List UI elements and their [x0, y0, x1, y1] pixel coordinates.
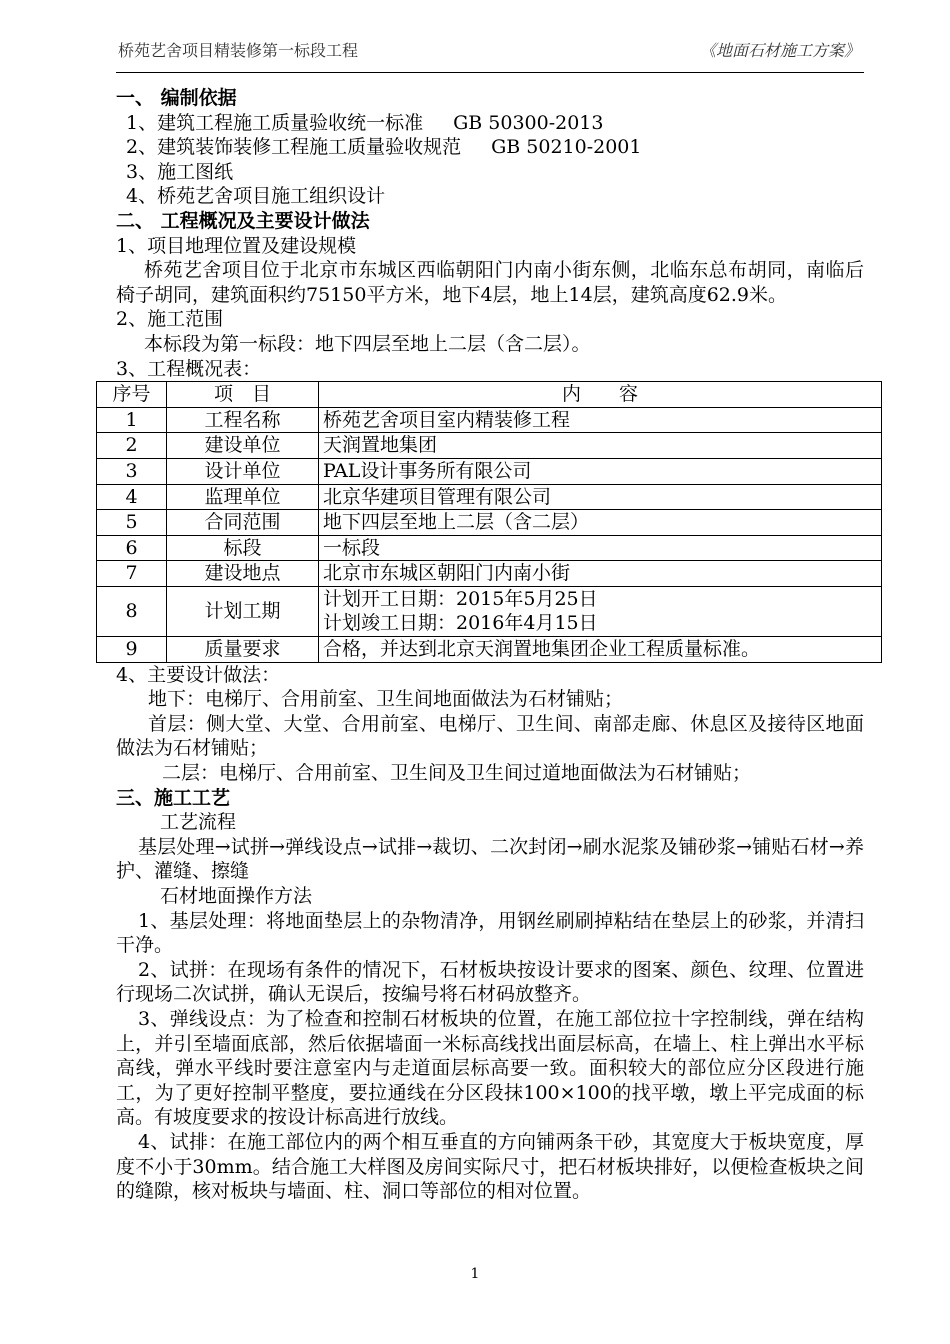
table-row — [97, 561, 882, 587]
row-item: 标段 — [167, 535, 319, 561]
design-item-ground-floor: 首层：侧大堂、大堂、合用前室、电梯厅、卫生间、南部走廊、休息区及接待区地面做法为石材铺贴； — [116, 712, 864, 760]
table-header-row — [97, 382, 882, 408]
row-item: 建设单位 — [167, 433, 319, 459]
row-content: 桥苑艺舍项目室内精装修工程 — [319, 407, 882, 433]
row-item: 建设地点 — [167, 561, 319, 587]
row-number: 7 — [97, 561, 167, 587]
row-number: 8 — [97, 586, 167, 636]
subsection-design-title: 4、主要设计做法： — [116, 663, 281, 686]
location-paragraph: 桥苑艺舍项目位于北京市东城区西临朝阳门内南小街东侧，北临东总布胡同，南临后椅子胡同，建筑面积约75150平方米，地下4层，地上14层，建筑高度62.9米。 — [116, 259, 864, 306]
standard-code: GB 50300-2013 — [453, 111, 604, 134]
project-overview-table — [96, 381, 882, 663]
row-content: 北京市东城区朝阳门内南小街 — [319, 561, 882, 587]
design-item-basement: 地下：电梯厅、合用前室、卫生间地面做法为石材铺贴； — [148, 688, 624, 711]
process-flow-text: 基层处理→试拼→弹线设点→试排→裁切、二次封闭→刷水泥浆及铺砂浆→铺贴石材→养护、灌缝、擦缝 — [116, 835, 864, 883]
operation-method-title: 石材地面操作方法 — [160, 885, 313, 907]
row-number: 1 — [97, 407, 167, 433]
row-item: 工程名称 — [167, 407, 319, 433]
table-row — [97, 510, 882, 536]
row-content: 天润置地集团 — [319, 433, 882, 459]
scope-paragraph: 本标段为第一标段：地下四层至地上二层（含二层）。 — [144, 332, 591, 355]
row-number: 3 — [97, 458, 167, 484]
header-rule — [116, 72, 864, 73]
design-item-second-floor: 二层：电梯厅、合用前室、卫生间及卫生间过道地面做法为石材铺贴； — [162, 762, 752, 785]
step-trial-layout: 2、试拼：在现场有条件的情况下，石材板块按设计要求的图案、颜色、纹理、位置进行现场二次试拼，确认无误后，按编号将石材码放整齐。 — [116, 958, 864, 1006]
table-row — [97, 484, 882, 510]
row-number: 6 — [97, 535, 167, 561]
subsection-scope-title: 2、施工范围 — [116, 308, 224, 331]
row-item: 合同范围 — [167, 510, 319, 536]
planned-start-date: 计划开工日期：2015年5月25日 — [323, 587, 598, 610]
planned-end-date: 计划竣工日期：2016年4月15日 — [323, 612, 598, 635]
row-item: 计划工期 — [167, 586, 319, 636]
column-header: 内 容 — [319, 382, 882, 408]
table-row — [97, 586, 882, 636]
row-content: 一标段 — [319, 535, 882, 561]
row-content — [319, 586, 882, 636]
process-flow-title: 工艺流程 — [160, 811, 237, 834]
table-row — [97, 458, 882, 484]
step-line-marking: 3、弹线设点：为了检查和控制石材板块的位置，在施工部位拉十字控制线，弹在结构上，并引至墙面底部，然后依据墙面一米标高线找出面层标高，在墙上、柱上弹出水平标高线，弹水平线时要注意室内与走道面层标高要一致。面积较大的部位应分区段进行施工，为了更好控制平整度，要拉通线在分区段抹100×100的找平墩，墩上平完成面的标高。有坡度要求的按设计标高进行放线。 — [116, 1007, 864, 1129]
column-header: 项 目 — [167, 382, 319, 408]
standard-code: GB 50210-2001 — [491, 136, 642, 159]
row-number: 2 — [97, 433, 167, 459]
table-row — [97, 535, 882, 561]
row-item: 设计单位 — [167, 458, 319, 484]
row-content: 地下四层至地上二层（含二层） — [319, 510, 882, 536]
document-body — [112, 86, 864, 1204]
header-doc-title: 《地面石材施工方案》 — [699, 41, 860, 60]
row-content: 合格，并达到北京天润置地集团企业工程质量标准。 — [319, 637, 882, 663]
row-number: 4 — [97, 484, 167, 510]
section-2-title: 二、 工程概况及主要设计做法 — [116, 209, 370, 232]
step-trial-arrangement: 4、试排：在施工部位内的两个相互垂直的方向铺两条干砂，其宽度大于板块宽度，厚度不小于30mm。结合施工大样图及房间实际尺寸，把石材板块排好，以便检查板块之间的缝隙，核对板块与墙面、柱、洞口等部位的相对位置。 — [116, 1130, 864, 1203]
row-item: 监理单位 — [167, 484, 319, 510]
step-base-treatment: 1、基层处理：将地面垫层上的杂物清净，用钢丝刷刷掉粘结在垫层上的砂浆，并清扫干净。 — [116, 909, 864, 957]
section-3-title: 三、施工工艺 — [116, 786, 231, 809]
column-header: 序号 — [97, 382, 167, 408]
section-1-title: 一、 编制依据 — [116, 87, 237, 109]
subsection-overview-title: 3、工程概况表： — [116, 357, 262, 380]
row-content: PAL设计事务所有限公司 — [319, 458, 882, 484]
row-number: 5 — [97, 510, 167, 536]
basis-item-3: 3、施工图纸 — [126, 160, 234, 183]
row-item: 质量要求 — [167, 637, 319, 663]
row-number: 9 — [97, 637, 167, 663]
table-row — [97, 433, 882, 459]
basis-item-4: 4、桥苑艺舍项目施工组织设计 — [126, 185, 386, 208]
basis-item-2: 2、建筑装饰装修工程施工质量验收规范 GB 50210-2001 — [126, 136, 642, 159]
table-row — [97, 407, 882, 433]
table-row — [97, 637, 882, 663]
page-number: 1 — [470, 1266, 480, 1282]
header-title: 桥苑艺舍项目精装修第一标段工程 — [118, 41, 359, 60]
row-content: 北京华建项目管理有限公司 — [319, 484, 882, 510]
subsection-location-title: 1、项目地理位置及建设规模 — [116, 234, 357, 257]
basis-item-1: 1、建筑工程施工质量验收统一标准 GB 50300-2013 — [126, 111, 604, 134]
